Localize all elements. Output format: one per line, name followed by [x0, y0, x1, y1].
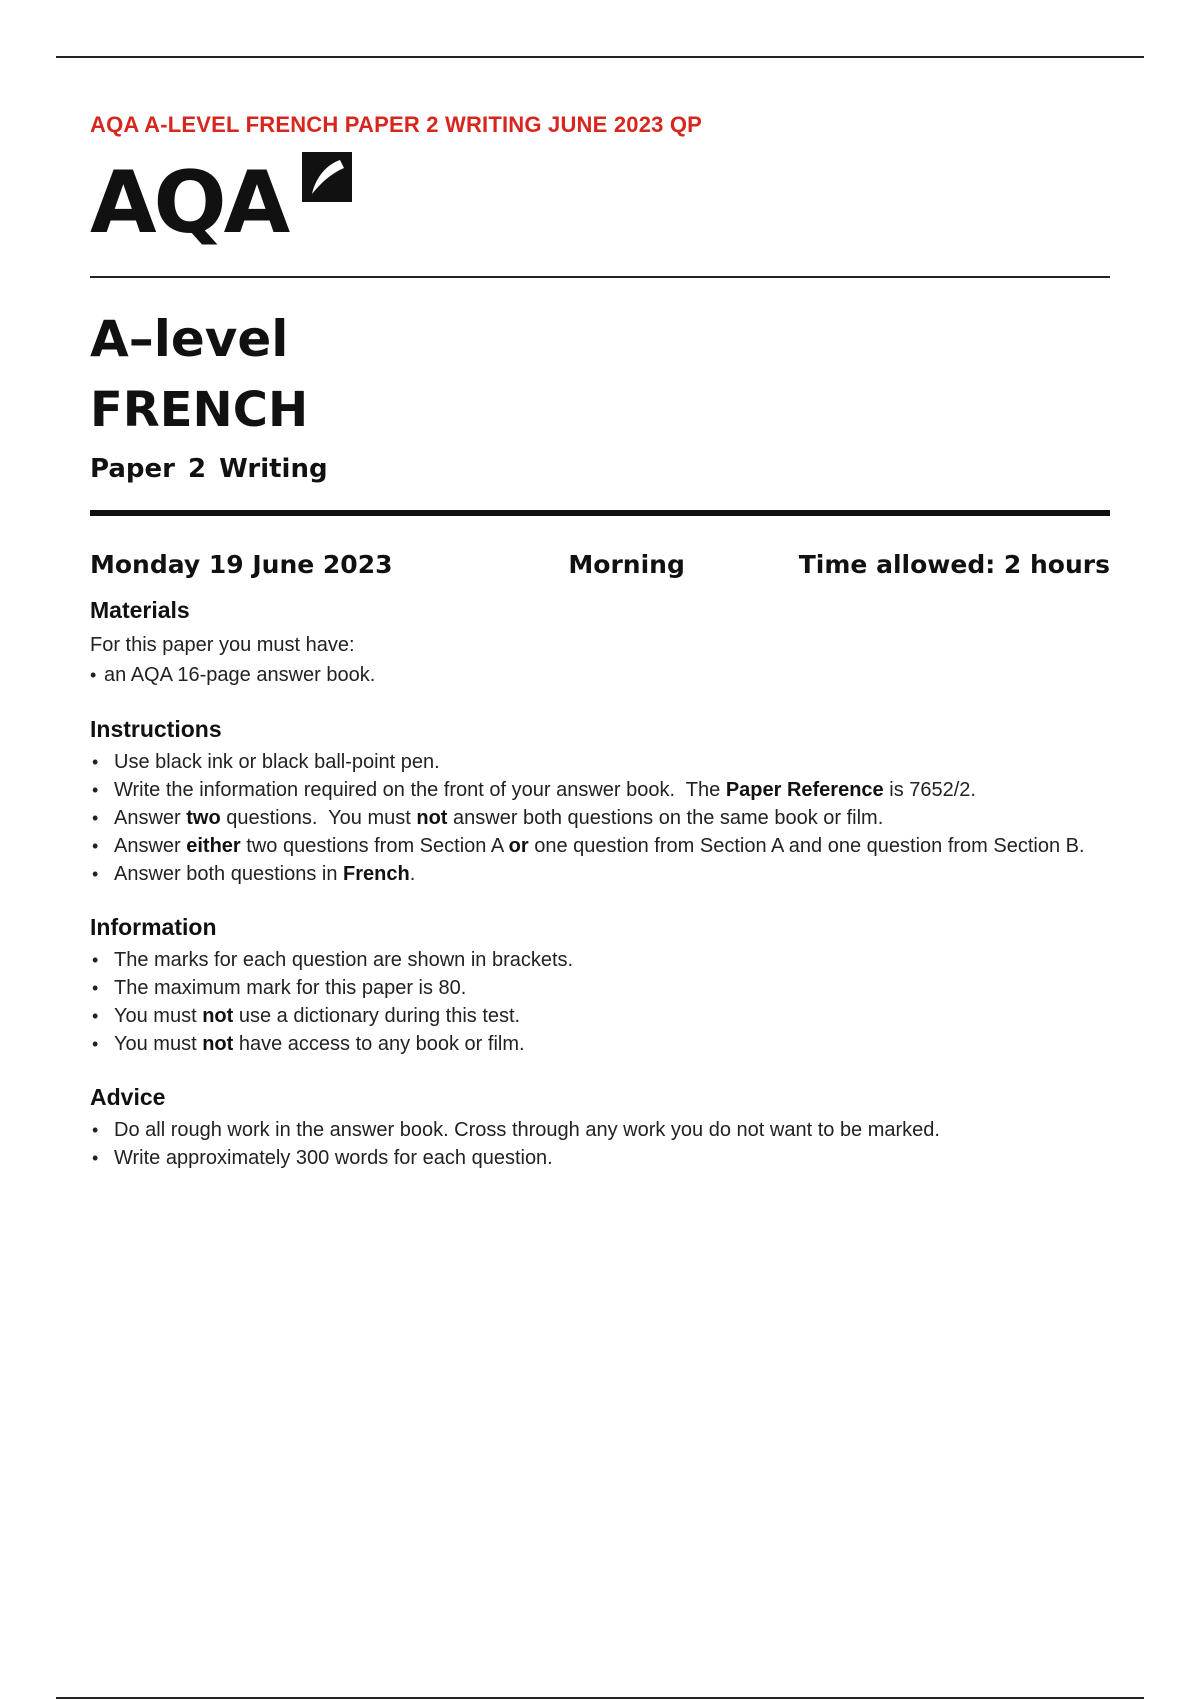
materials-section	[90, 597, 1110, 690]
materials-intro: For this paper you must have:	[90, 634, 355, 656]
instructions-list	[90, 749, 1110, 888]
qualification-level: A–level	[90, 310, 289, 368]
header-divider	[90, 276, 1110, 278]
title-divider	[90, 510, 1110, 516]
paper-title: Paper 2 Writing	[90, 454, 328, 484]
advice-section	[90, 1084, 1110, 1172]
document-title: AQA A-LEVEL FRENCH PAPER 2 WRITING JUNE 2023 QP	[90, 112, 703, 137]
subject-title: FRENCH	[90, 382, 309, 438]
advice-list	[90, 1117, 1110, 1172]
list-item: • Write approximately 300 words for each question.	[90, 1145, 1110, 1172]
exam-session: Morning	[568, 550, 685, 579]
cover-page	[90, 112, 1110, 1173]
list-item: • Write the information required on the front of your answer book. The Paper Reference is 7652/2.	[90, 777, 1110, 804]
list-item: • Use black ink or black ball-point pen.	[90, 749, 1110, 776]
list-item: • You must not use a dictionary during this test.	[90, 1003, 1110, 1030]
list-item: • Do all rough work in the answer book. Cross through any work you do not want to be marked.	[90, 1117, 1110, 1144]
exam-date: Monday 19 June 2023	[90, 550, 393, 579]
top-divider	[56, 56, 1144, 58]
instructions-heading: Instructions	[90, 716, 222, 742]
exam-meta-row	[90, 550, 1110, 579]
information-list	[90, 947, 1110, 1058]
list-item: • The maximum mark for this paper is 80.	[90, 975, 1110, 1002]
aqa-leaf-icon	[298, 148, 356, 206]
list-item: • Answer two questions. You must not answer both questions on the same book or film.	[90, 805, 1110, 832]
instructions-section	[90, 716, 1110, 888]
list-item: • Answer both questions in French.	[90, 861, 1110, 888]
time-allowed: Time allowed: 2 hours	[798, 550, 1110, 579]
aqa-logo	[90, 148, 370, 252]
materials-heading: Materials	[90, 597, 190, 623]
materials-list	[90, 660, 1110, 690]
logo-wordmark: AQA	[90, 153, 288, 253]
information-heading: Information	[90, 914, 217, 940]
information-section	[90, 914, 1110, 1058]
list-item: • Answer either two questions from Section A or one question from Section A and one question from Section B.	[90, 833, 1110, 860]
advice-heading: Advice	[90, 1084, 166, 1110]
list-item: • You must not have access to any book or film.	[90, 1031, 1110, 1058]
list-item: • The marks for each question are shown in brackets.	[90, 947, 1110, 974]
bottom-divider	[56, 1697, 1144, 1699]
list-item: • an AQA 16-page answer book.	[90, 660, 1110, 690]
